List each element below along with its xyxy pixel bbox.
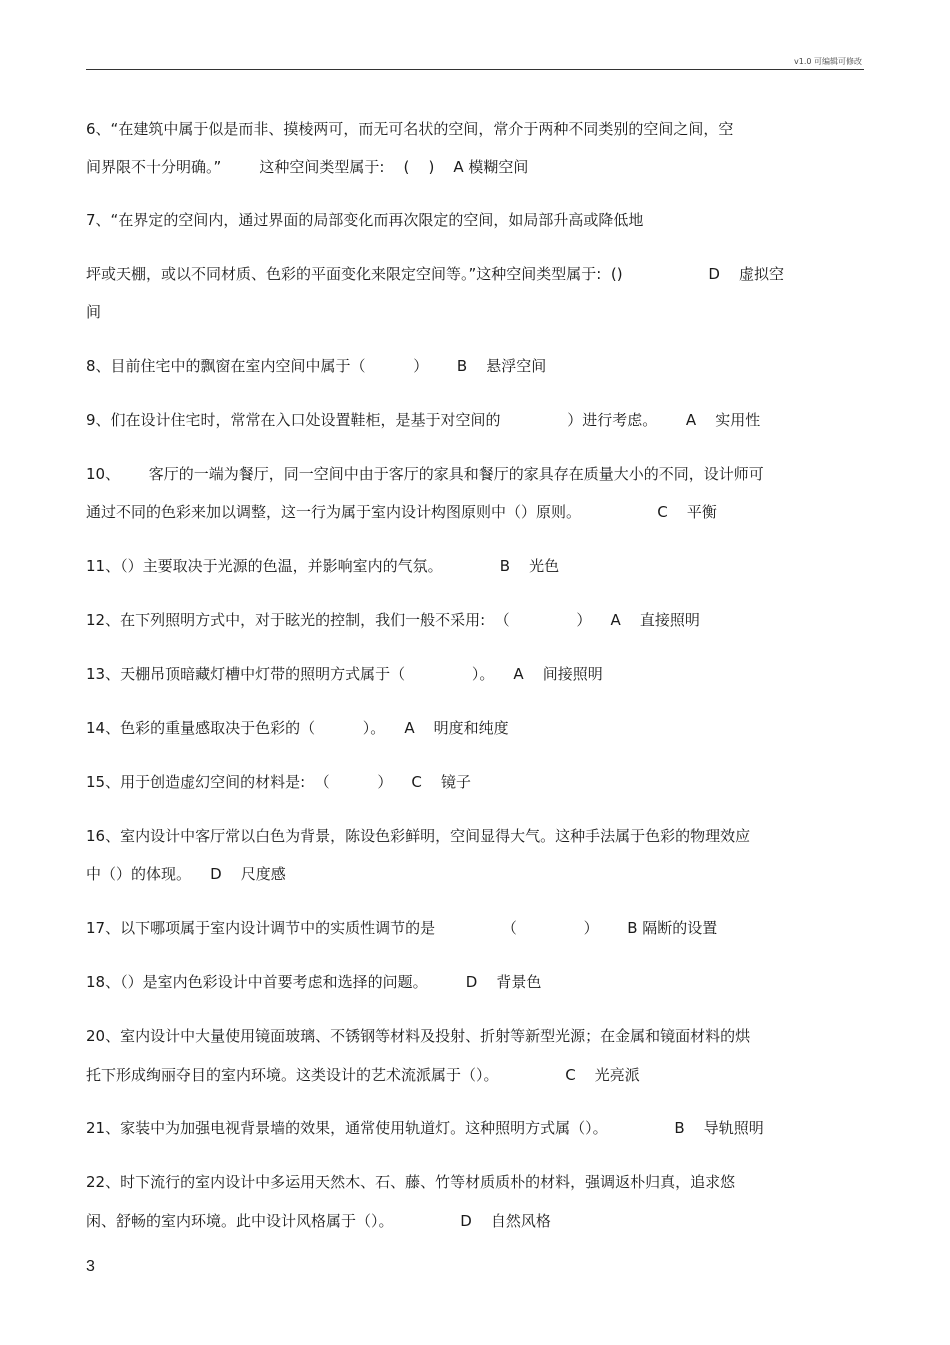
question-line: 11、（）主要取决于光源的色温，并影响室内的气氛。 B 光色 [86, 557, 560, 575]
header-rule [86, 69, 864, 70]
question-line: 16、室内设计中客厅常以白色为背景，陈设色彩鲜明，空间显得大气。这种手法属于色彩的物理效应 [86, 827, 751, 845]
question-line: 21、家装中为加强电视背景墙的效果，通常使用轨道灯。这种照明方式属（）。 B 导轨照明 [86, 1119, 764, 1137]
question-line: 10、 客厅的一端为餐厅，同一空间中由于客厅的家具和餐厅的家具存在质量大小的不同，设计师可 [86, 465, 764, 483]
question-line: 坪或天棚，或以不同材质、色彩的平面变化来限定空间等。”这种空间类型属于: () D 虚拟空 [86, 265, 785, 283]
question-line: 13、天棚吊顶暗藏灯槽中灯带的照明方式属于（ ）。 A 间接照明 [86, 665, 603, 683]
question-line: 12、在下列照明方式中，对于眩光的控制，我们一般不采用: （ ） A 直接照明 [86, 611, 700, 629]
question-line: 7、“在界定的空间内，通过界面的局部变化而再次限定的空间，如局部升高或降低地 [86, 211, 644, 229]
question-line: 8、目前住宅中的飘窗在室内空间中属于（ ） B 悬浮空间 [86, 357, 547, 375]
question-line: 14、色彩的重量感取决于色彩的（ ）。 A 明度和纯度 [86, 719, 509, 737]
header-version-tag: v1.0 可编辑可修改 [794, 57, 862, 66]
page-number: 3 [86, 1258, 95, 1275]
question-line: 间 [86, 303, 102, 321]
question-line: 17、以下哪项属于室内设计调节中的实质性调节的是 （ ） B 隔断的设置 [86, 919, 718, 937]
question-line: 9、们在设计住宅时，常常在入口处设置鞋柜，是基于对空间的 ）进行考虑。 A 实用性 [86, 411, 761, 429]
question-line: 20、室内设计中大量使用镜面玻璃、不锈钢等材料及投射、折射等新型光源；在金属和镜面材料的烘 [86, 1027, 751, 1045]
question-line: 间界限不十分明确。” 这种空间类型属于: ( ) A 模糊空间 [86, 158, 529, 176]
question-line: 闲、舒畅的室内环境。此中设计风格属于（）。 D 自然风格 [86, 1212, 551, 1230]
question-line: 22、时下流行的室内设计中多运用天然木、石、藤、竹等材质质朴的材料，强调返朴归真，追求悠 [86, 1173, 736, 1191]
question-line: 托下形成绚丽夺目的室内环境。这类设计的艺术流派属于（）。 C 光亮派 [86, 1066, 640, 1084]
question-line: 15、用于创造虚幻空间的材料是: （ ） C 镜子 [86, 773, 471, 791]
question-line: 6、“在建筑中属于似是而非、摸棱两可，而无可名状的空间，常介于两种不同类别的空间之间，空 [86, 120, 734, 138]
question-line: 中（）的体现。 D 尺度感 [86, 865, 286, 883]
question-line: 18、（）是室内色彩设计中首要考虑和选择的问题。 D 背景色 [86, 973, 542, 991]
question-line: 通过不同的色彩来加以调整，这一行为属于室内设计构图原则中（）原则。 C 平衡 [86, 503, 717, 521]
